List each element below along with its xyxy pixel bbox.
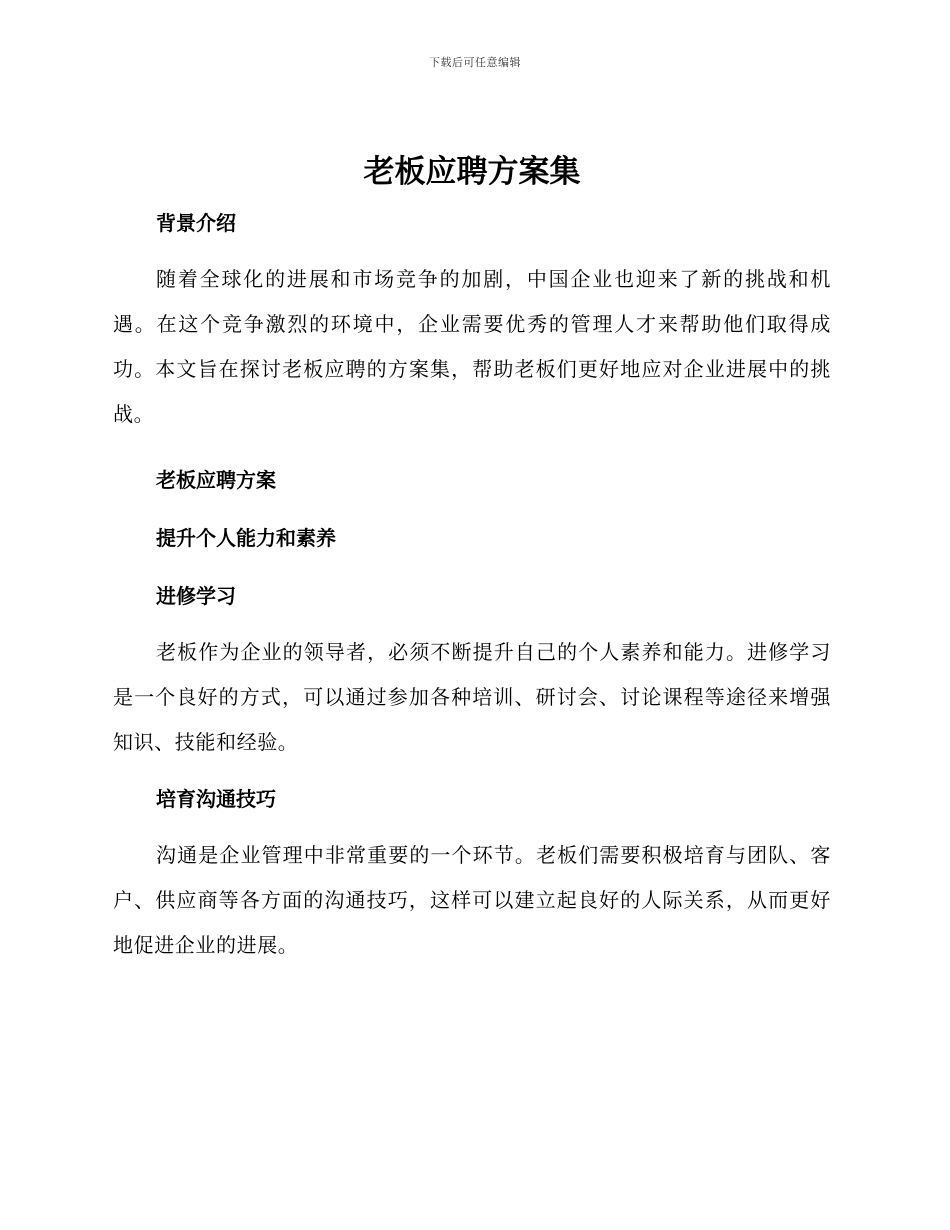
document-content [113,148,831,968]
spacer [113,814,831,833]
heading-background: 背景介绍 [156,211,236,235]
document-title: 老板应聘方案集 [363,154,581,190]
spacer [113,765,831,784]
heading-improve: 提升个人能力和素养 [156,526,336,550]
spacer [113,553,831,581]
spacer [113,495,831,523]
paragraph-background: 随着全球化的进展和市场竞争的加剧，中国企业也迎来了新的挑战和机遇。在这个竞争激烈的环境中，企业需要优秀的管理人才来帮助他们取得成功。本文旨在探讨老板应聘的方案集，帮助老板们更好地应对企业进展中的挑战。 [113,267,831,426]
heading-plan: 老板应聘方案 [156,468,276,492]
paragraph-communication: 沟通是企业管理中非常重要的一个环节。老板们需要积极培育与团队、客户、供应商等各方面的沟通技巧，这样可以建立起良好的人际关系，从而更好地促进企业的进展。 [113,843,831,957]
heading-communication: 培育沟通技巧 [156,787,276,811]
header-note: 下载后可任意编辑 [429,56,521,69]
heading-study: 进修学习 [156,584,236,608]
spacer [113,437,831,465]
paragraph-study: 老板作为企业的领导者，必须不断提升自己的个人素养和能力。进修学习是一个良好的方式，可以通过参加各种培训、研讨会、讨论课程等途径来增强知识、技能和经验。 [113,640,831,754]
spacer [113,611,831,630]
spacer [113,196,831,208]
spacer [113,238,831,257]
